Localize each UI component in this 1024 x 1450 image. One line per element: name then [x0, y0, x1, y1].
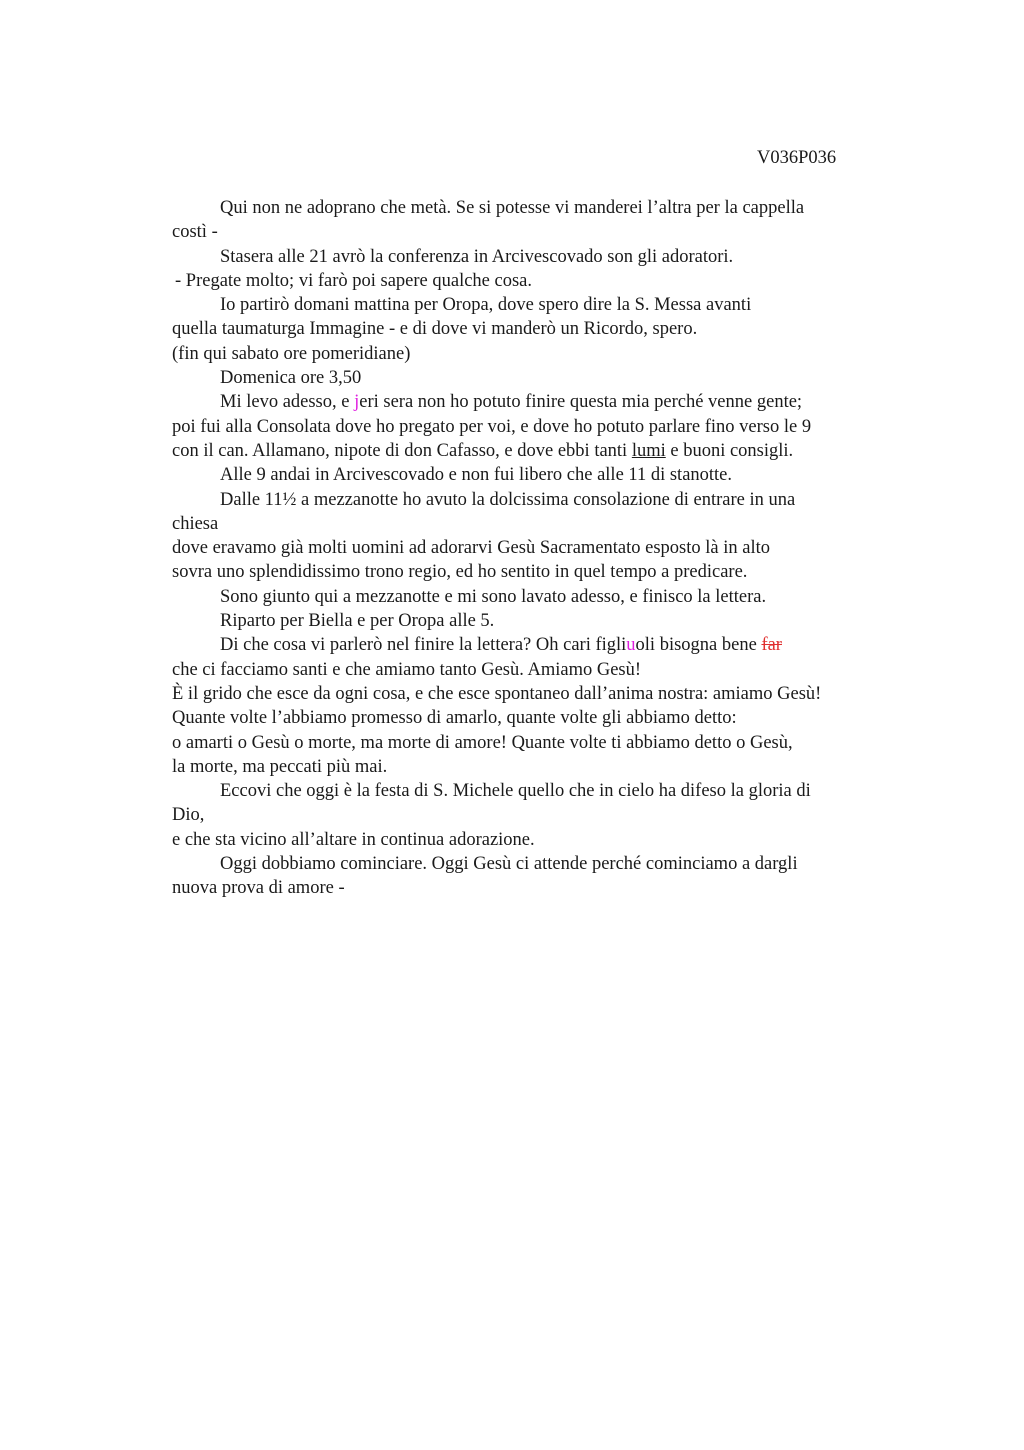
- text-line: È il grido che esce da ogni cosa, e che esce spontaneo dall’anima nostra: amiamo Gesù!: [172, 683, 822, 704]
- text-line: quella taumaturga Immagine - e di dove vi manderò un Ricordo, spero.: [172, 319, 698, 340]
- text-line: Dalle 11½ a mezzanotte ho avuto la dolcissima consolazione di entrare in una: [220, 489, 796, 510]
- text-line: nuova prova di amore -: [172, 878, 345, 899]
- text-segment: con il can. Allamano, nipote di don Cafasso, e dove ebbi tanti: [172, 440, 632, 461]
- text-line: - Pregate molto; vi farò poi sapere qualche cosa.: [175, 270, 533, 291]
- text-line: Quante volte l’abbiamo promesso di amarlo, quante volte gli abbiamo detto:: [172, 708, 737, 729]
- text-line: Stasera alle 21 avrò la conferenza in Arcivescovado son gli adoratori.: [220, 246, 734, 267]
- underlined-word: lumi: [631, 440, 666, 461]
- text-line: la morte, ma peccati più mai.: [172, 756, 388, 777]
- inserted-letter: u: [626, 635, 636, 656]
- text-line: [172, 390, 912, 414]
- text-line: Alle 9 andai in Arcivescovado e non fui libero che alle 11 di stanotte.: [220, 465, 733, 486]
- text-line: Io partirò domani mattina per Oropa, dove spero dire la S. Messa avanti: [220, 295, 752, 316]
- text-segment: oli bisogna bene: [635, 635, 762, 656]
- text-line: sovra uno splendidissimo trono regio, ed ho sentito in quel tempo a predicare.: [172, 562, 748, 583]
- text-line: [172, 633, 912, 657]
- letter-body: [172, 196, 912, 901]
- text-segment: e buoni consigli.: [665, 440, 794, 461]
- text-line: Eccovi che oggi è la festa di S. Michele quello che in cielo ha difeso la gloria di: [220, 781, 811, 802]
- text-line: Qui non ne adoprano che metà. Se si potesse vi manderei l’altra per la cappella: [220, 198, 805, 218]
- text-line: (fin qui sabato ore pomeridiane): [172, 343, 411, 364]
- inserted-letter: j: [354, 392, 360, 413]
- text-line: Dio,: [172, 805, 205, 826]
- text-segment: Mi levo adesso, e: [220, 392, 355, 413]
- text-segment: eri sera non ho potuto finire questa mia perché venne gente;: [359, 392, 803, 413]
- text-line: Domenica ore 3,50: [220, 368, 362, 389]
- deleted-word: far: [761, 635, 782, 656]
- text-line: chiesa: [172, 513, 219, 534]
- text-line: Sono giunto qui a mezzanotte e mi sono lavato adesso, e finisco la lettera.: [220, 586, 767, 607]
- text-segment: Di che cosa vi parlerò nel finire la lettera? Oh cari figli: [220, 635, 627, 656]
- text-line: Riparto per Biella e per Oropa alle 5.: [220, 611, 495, 632]
- text-line: e che sta vicino all’altare in continua adorazione.: [172, 829, 535, 850]
- text-line: Oggi dobbiamo cominciare. Oggi Gesù ci attende perché cominciamo a dargli: [220, 854, 798, 875]
- text-line: dove eravamo già molti uomini ad adorarvi Gesù Sacramentato esposto là in alto: [172, 538, 770, 559]
- text-line: poi fui alla Consolata dove ho pregato per voi, e dove ho potuto parlare fino verso le 9: [172, 416, 812, 437]
- text-line: [172, 439, 912, 463]
- text-line: o amarti o Gesù o morte, ma morte di amore! Quante volte ti abbiamo detto o Gesù,: [172, 732, 793, 753]
- page-identifier: V036P036: [757, 148, 837, 168]
- text-line: costì -: [172, 222, 218, 243]
- text-line: che ci facciamo santi e che amiamo tanto Gesù. Amiamo Gesù!: [172, 659, 642, 680]
